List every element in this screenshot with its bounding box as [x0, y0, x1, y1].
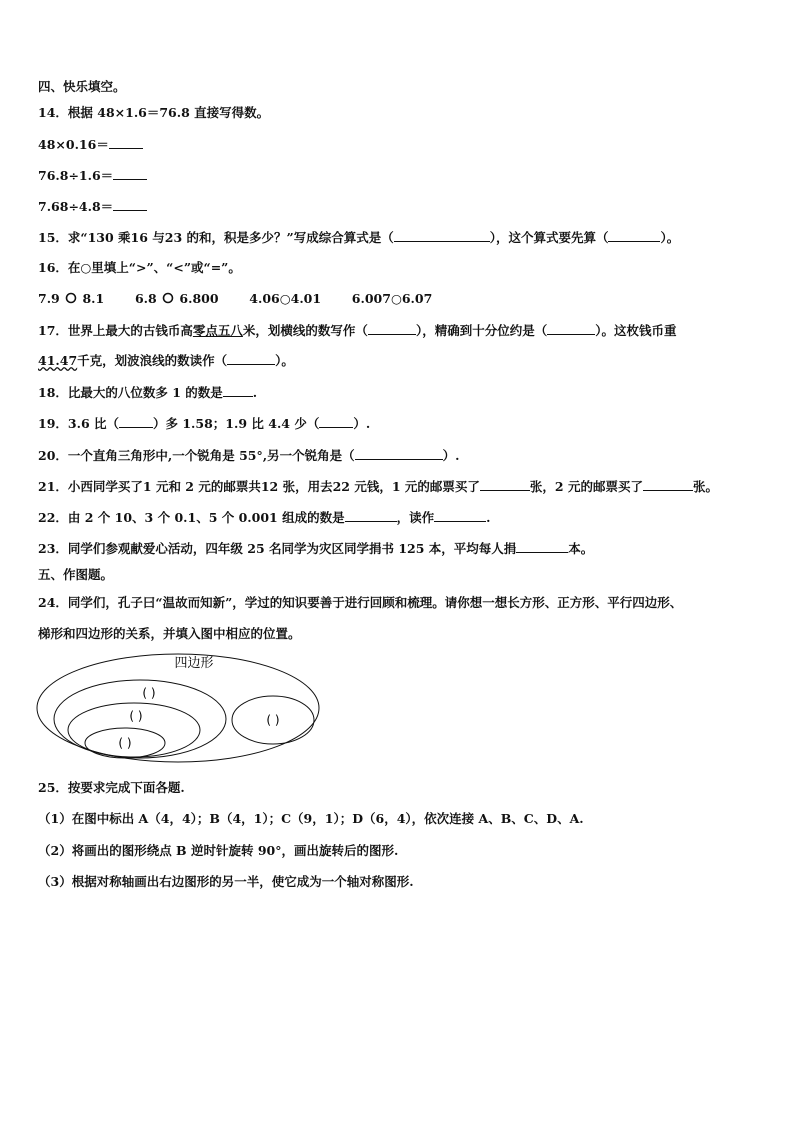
question-21: 21．小西同学买了1 元和 2 元的邮票共12 张，用去22 元钱，1 元的邮票买了 张，2 元的邮票买了 张。 — [38, 479, 718, 494]
question-25-sub-3: （3）根据对称轴画出右边图形的另一半，使它成为一个轴对称图形. — [38, 874, 414, 889]
wavy-underlined-number: 41.47 — [38, 353, 78, 368]
question-14-stem: 14．根据 48×1.6＝76.8 直接写得数。 — [38, 105, 270, 120]
question-23: 23．同学们参观献爱心活动，四年级 25 名同学为灾区同学捐书 125 本，平均每人捐 本。 — [38, 541, 594, 556]
question-17-line1: 17．世界上最大的古钱币高零点五八米，划横线的数写作（ ），精确到十分位约是（ ）。这枚钱币重 — [38, 323, 677, 338]
answer-blank[interactable] — [434, 509, 486, 522]
question-25-sub-1: （1）在图中标出 A（4，4）；B（4，1）；C（9，1）；D（6，4），依次连接 A、B、C、D、A. — [38, 811, 584, 826]
question-17-line2: 41.47千克，划波浪线的数读作（ ）。 — [38, 353, 294, 368]
rectangle-label-blank[interactable]: ( ) — [129, 709, 143, 723]
answer-blank[interactable] — [368, 322, 416, 335]
question-18: 18．比最大的八位数多 1 的数是 . — [38, 385, 258, 400]
question-24-line2: 梯形和四边形的关系，并填入图中相应的位置。 — [38, 626, 301, 641]
answer-blank[interactable] — [608, 229, 660, 242]
answer-blank[interactable] — [394, 229, 490, 242]
section-five-heading: 五、作图题。 — [38, 567, 114, 582]
question-16-stem: 16．在○里填上“>”、“<”或“=”。 — [38, 260, 241, 275]
answer-blank[interactable] — [643, 478, 693, 491]
compare-circle-icon[interactable] — [64, 292, 78, 304]
parallelogram-label-blank[interactable]: ( ) — [142, 686, 156, 700]
diagram-title: 四边形 — [174, 656, 214, 671]
trapezoid-label-blank[interactable]: ( ) — [266, 713, 280, 727]
answer-blank[interactable] — [113, 198, 147, 211]
question-25-sub-2: （2）将画出的图形绕点 B 逆时针旋转 90°，画出旋转后的图形. — [38, 843, 399, 858]
answer-blank[interactable] — [223, 384, 253, 397]
question-19: 19．3.6 比（ ）多 1.58；1.9 比 4.4 少（ ）. — [38, 416, 371, 431]
question-25-stem: 25．按要求完成下面各题. — [38, 780, 185, 795]
question-14-c: 7.68÷4.8＝ — [38, 198, 147, 215]
answer-blank[interactable] — [227, 352, 275, 365]
answer-blank[interactable] — [547, 322, 595, 335]
answer-blank[interactable] — [516, 540, 568, 553]
answer-blank[interactable] — [119, 415, 153, 428]
question-22: 22．由 2 个 10、3 个 0.1、5 个 0.001 组成的数是 ，读作 . — [38, 510, 491, 525]
answer-blank[interactable] — [355, 447, 443, 460]
quadrilateral-relation-diagram — [34, 650, 334, 766]
answer-blank[interactable] — [319, 415, 353, 428]
section-four-heading: 四、快乐填空。 — [38, 79, 126, 94]
answer-blank[interactable] — [480, 478, 530, 491]
question-14-b: 76.8÷1.6＝ — [38, 167, 147, 184]
underlined-number: 零点五八 — [192, 323, 243, 338]
answer-blank[interactable] — [113, 167, 147, 180]
square-label-blank[interactable]: ( ) — [118, 736, 132, 750]
question-16-items: 7.9 8.1 6.8 6.800 4.06○4.01 6.007○6.07 — [38, 291, 433, 306]
answer-blank[interactable] — [345, 509, 397, 522]
answer-blank[interactable] — [109, 136, 143, 149]
question-14-a: 48×0.16＝ — [38, 136, 143, 153]
question-15: 15．求“130 乘16 与23 的和，积是多少？”写成综合算式是（ ），这个算式要先算（ ）。 — [38, 230, 680, 245]
question-24-line1: 24．同学们，孔子曰“温故而知新”，学过的知识要善于进行回顾和梳理。请你想一想长方形、正方形、平行四边形、 — [38, 595, 683, 610]
compare-circle-icon[interactable] — [161, 292, 175, 304]
question-20: 20．一个直角三角形中,一个锐角是 55°,另一个锐角是（ ）. — [38, 448, 460, 463]
